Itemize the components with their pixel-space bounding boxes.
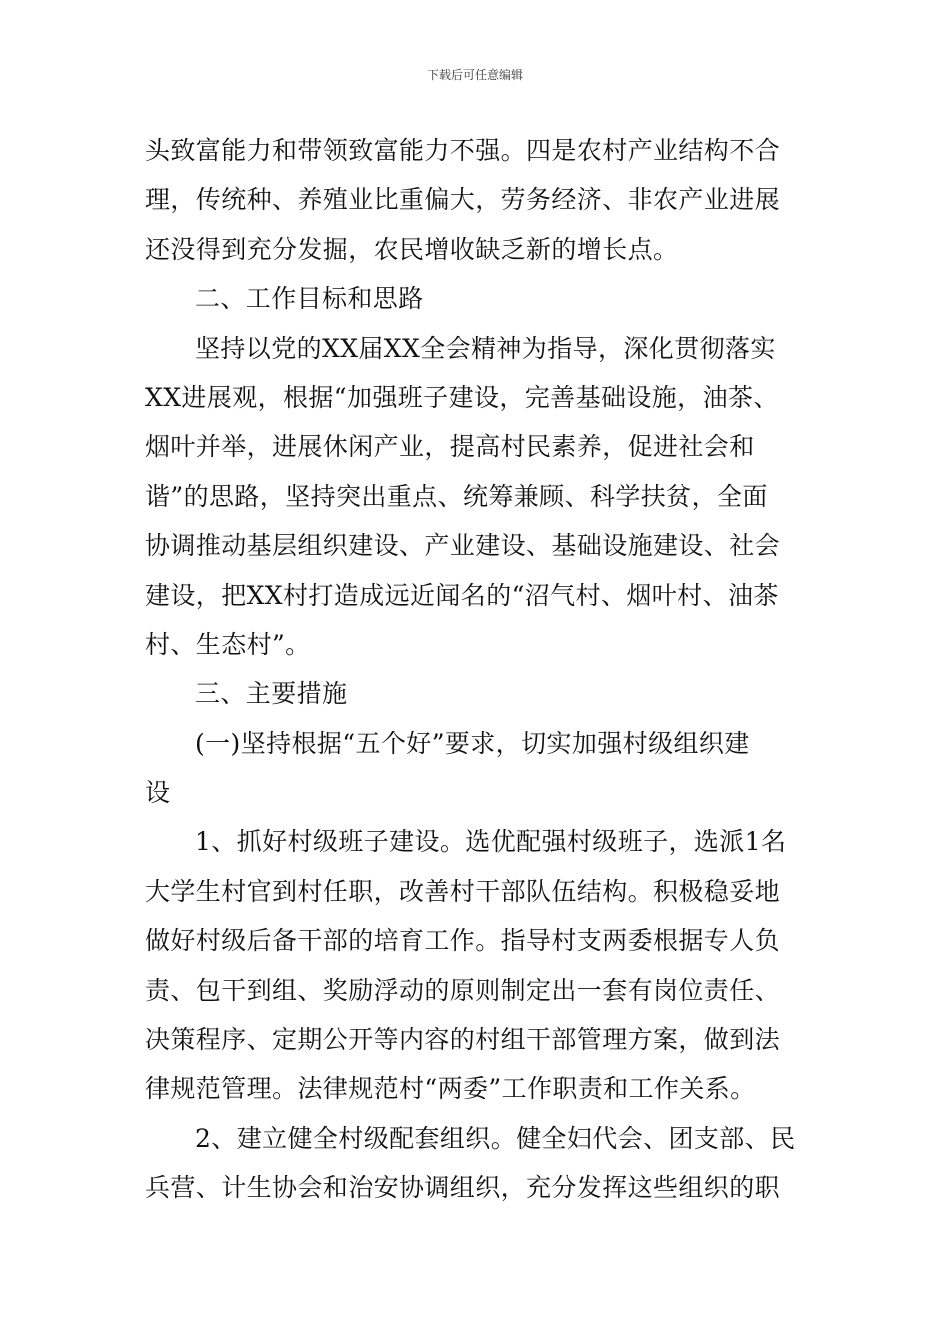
text-line: 做好村级后备干部的培育工作。指导村支两委根据专人负 [145,926,781,956]
text-line: 坚持以党的XX届XX全会精神为指导，深化贯彻落实 [195,333,776,363]
text-line: 理，传统种、养殖业比重偏大，劳务经济、非农产业进展 [145,185,781,215]
text-line: 大学生村官到村任职，改善村干部队伍结构。积极稳妥地 [145,876,781,906]
text-line: 烟叶并举，进展休闲产业，提高村民素养，促进社会和 [145,432,755,462]
header-note: 下载后可任意编辑 [426,68,523,82]
text-line: 责、包干到组、奖励浮动的原则制定出一套有岗位责任、 [145,975,781,1005]
text-line: 协调推动基层组织建设、产业建设、基础设施建设、社会 [145,531,781,561]
text-line: 建设，把XX村打造成远近闻名的“沼气村、烟叶村、油茶 [145,580,779,610]
text-line: 兵营、计生协会和治安协调组织，充分发挥这些组织的职 [145,1173,781,1203]
text-line: 谐”的思路，坚持突出重点、统筹兼顾、科学扶贫，全面 [145,481,768,511]
subsection-heading: (一)坚持根据“五个好”要求，切实加强村级组织建 [195,728,750,758]
text-line: 决策程序、定期公开等内容的村组干部管理方案，做到法 [145,1025,781,1055]
text-line: 还没得到充分发掘，农民增收缺乏新的增长点。 [145,234,679,264]
text-line: 2、建立健全村级配套组织。健全妇代会、团支部、民 [195,1123,796,1153]
text-line: 1、抓好村级班子建设。选优配强村级班子，选派1名 [195,827,787,857]
text-line: 头致富能力和带领致富能力不强。四是农村产业结构不合 [145,136,781,165]
text-line: 村、生态村”。 [145,629,311,659]
text-line: XX进展观，根据“加强班子建设，完善基础设施，油茶、 [145,382,779,412]
body-text [145,126,811,1213]
text-line: 律规范管理。法律规范村“两委”工作职责和工作关系。 [145,1074,756,1104]
section-heading: 二、工作目标和思路 [195,284,424,314]
section-heading: 三、主要措施 [195,679,348,709]
text-line: 设 [145,778,171,808]
